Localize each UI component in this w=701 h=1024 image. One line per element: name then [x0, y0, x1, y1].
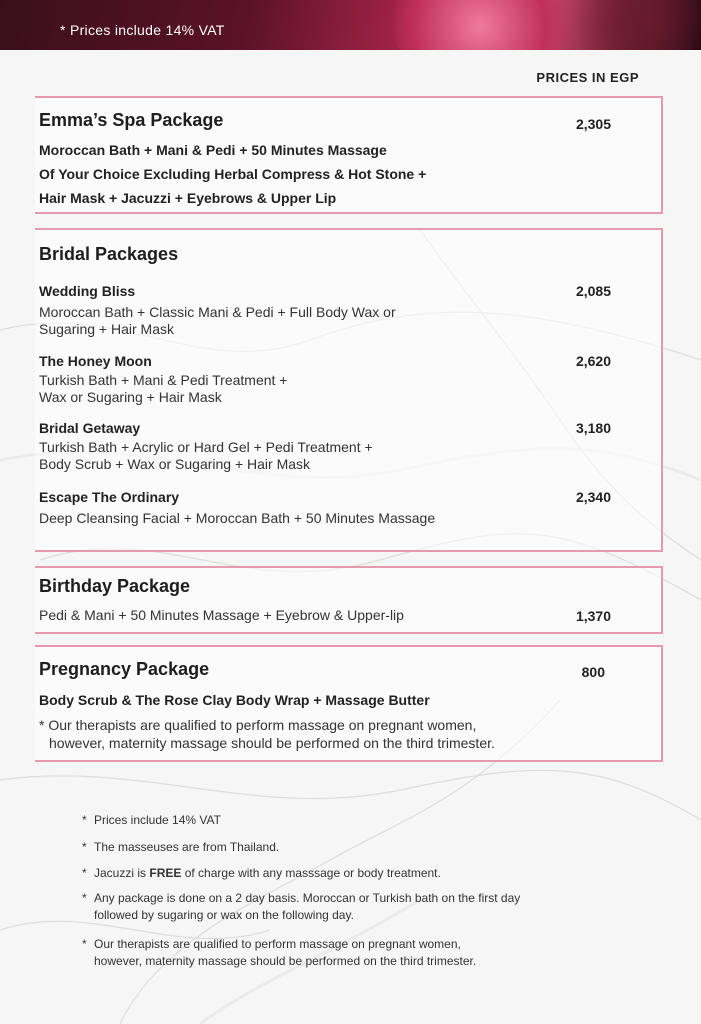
bridal-packages-box [35, 228, 663, 552]
bridal-packages-title: Bridal Packages [39, 244, 179, 264]
footnote-text [94, 865, 634, 881]
banner-shade [560, 0, 701, 50]
bridal-item-price: 2,340 [575, 489, 611, 505]
footnote-text: Our therapists are qualified to perform massage on pregnant women, [94, 937, 461, 951]
footnote-star: * [82, 866, 87, 880]
emma-package-line: Hair Mask + Jacuzzi + Eyebrows & Upper Lip [39, 190, 337, 206]
bridal-item-desc: Turkish Bath + Acrylic or Hard Gel + Pedi Treatment + [39, 439, 373, 455]
bridal-item-price: 2,620 [575, 353, 611, 369]
bridal-item-desc: Wax or Sugaring + Hair Mask [39, 389, 222, 405]
pregnancy-note-line: * Our therapists are qualified to perform massage on pregnant women, [39, 717, 477, 733]
birthday-package-desc: Pedi & Mani + 50 Minutes Massage + Eyebrow & Upper-lip [39, 607, 404, 623]
bridal-item-price: 3,180 [575, 420, 611, 436]
pregnancy-package-price: 800 [581, 664, 605, 680]
footnote-star: * [82, 840, 87, 854]
top-banner [0, 0, 701, 50]
birthday-package-title: Birthday Package [39, 576, 191, 596]
pregnancy-package-title: Pregnancy Package [39, 659, 210, 679]
bridal-item-desc: Sugaring + Hair Mask [39, 321, 175, 337]
bridal-item-desc: Deep Cleansing Facial + Moroccan Bath + 50 Minutes Massage [39, 510, 436, 526]
banner-vat-note: * Prices include 14% VAT [60, 22, 225, 38]
bridal-item-name: The Honey Moon [39, 353, 152, 369]
emma-package-price: 2,305 [575, 116, 611, 132]
footnote-text: Any package is done on a 2 day basis. Moroccan or Turkish bath on the first day [94, 891, 521, 905]
footnote-text-pre: Jacuzzi is [94, 866, 150, 880]
footnote-text-post: of charge with any masssage or body treatment. [181, 866, 441, 880]
footnote-text: followed by sugaring or wax on the following day. [94, 908, 354, 922]
footnote-text: The masseuses are from Thailand. [94, 840, 280, 854]
footnote-star: * [82, 937, 87, 951]
bridal-item-desc: Body Scrub + Wax or Sugaring + Hair Mask [39, 456, 311, 472]
emma-package-title: Emma’s Spa Package [39, 110, 224, 130]
footnote-text: Prices include 14% VAT [94, 813, 221, 827]
birthday-package-price: 1,370 [575, 608, 611, 624]
birthday-package-box [35, 566, 663, 634]
emma-spa-package-box [35, 96, 663, 214]
bridal-item-price: 2,085 [575, 283, 611, 299]
prices-heading: PRICES IN EGP [536, 70, 639, 85]
pregnancy-note-line: however, maternity massage should be performed on the third trimester. [49, 735, 495, 751]
footnote-star: * [82, 891, 87, 905]
free-emphasis: FREE [149, 866, 182, 880]
bridal-item-name: Escape The Ordinary [39, 489, 180, 505]
bridal-item-name: Wedding Bliss [39, 283, 136, 299]
footnote-text: however, maternity massage should be performed on the third trimester. [94, 954, 477, 968]
footnote-star: * [82, 813, 87, 827]
emma-package-line: Of Your Choice Excluding Herbal Compress & Hot Stone + [39, 166, 427, 182]
bridal-item-name: Bridal Getaway [39, 420, 141, 436]
bridal-item-desc: Moroccan Bath + Classic Mani & Pedi + Full Body Wax or [39, 304, 396, 320]
flower-image [380, 0, 580, 50]
pregnancy-package-line: Body Scrub & The Rose Clay Body Wrap + Massage Butter [39, 692, 430, 708]
pregnancy-package-box [35, 645, 663, 762]
bridal-item-desc: Turkish Bath + Mani & Pedi Treatment + [39, 372, 288, 388]
emma-package-line: Moroccan Bath + Mani & Pedi + 50 Minutes Massage [39, 142, 387, 158]
